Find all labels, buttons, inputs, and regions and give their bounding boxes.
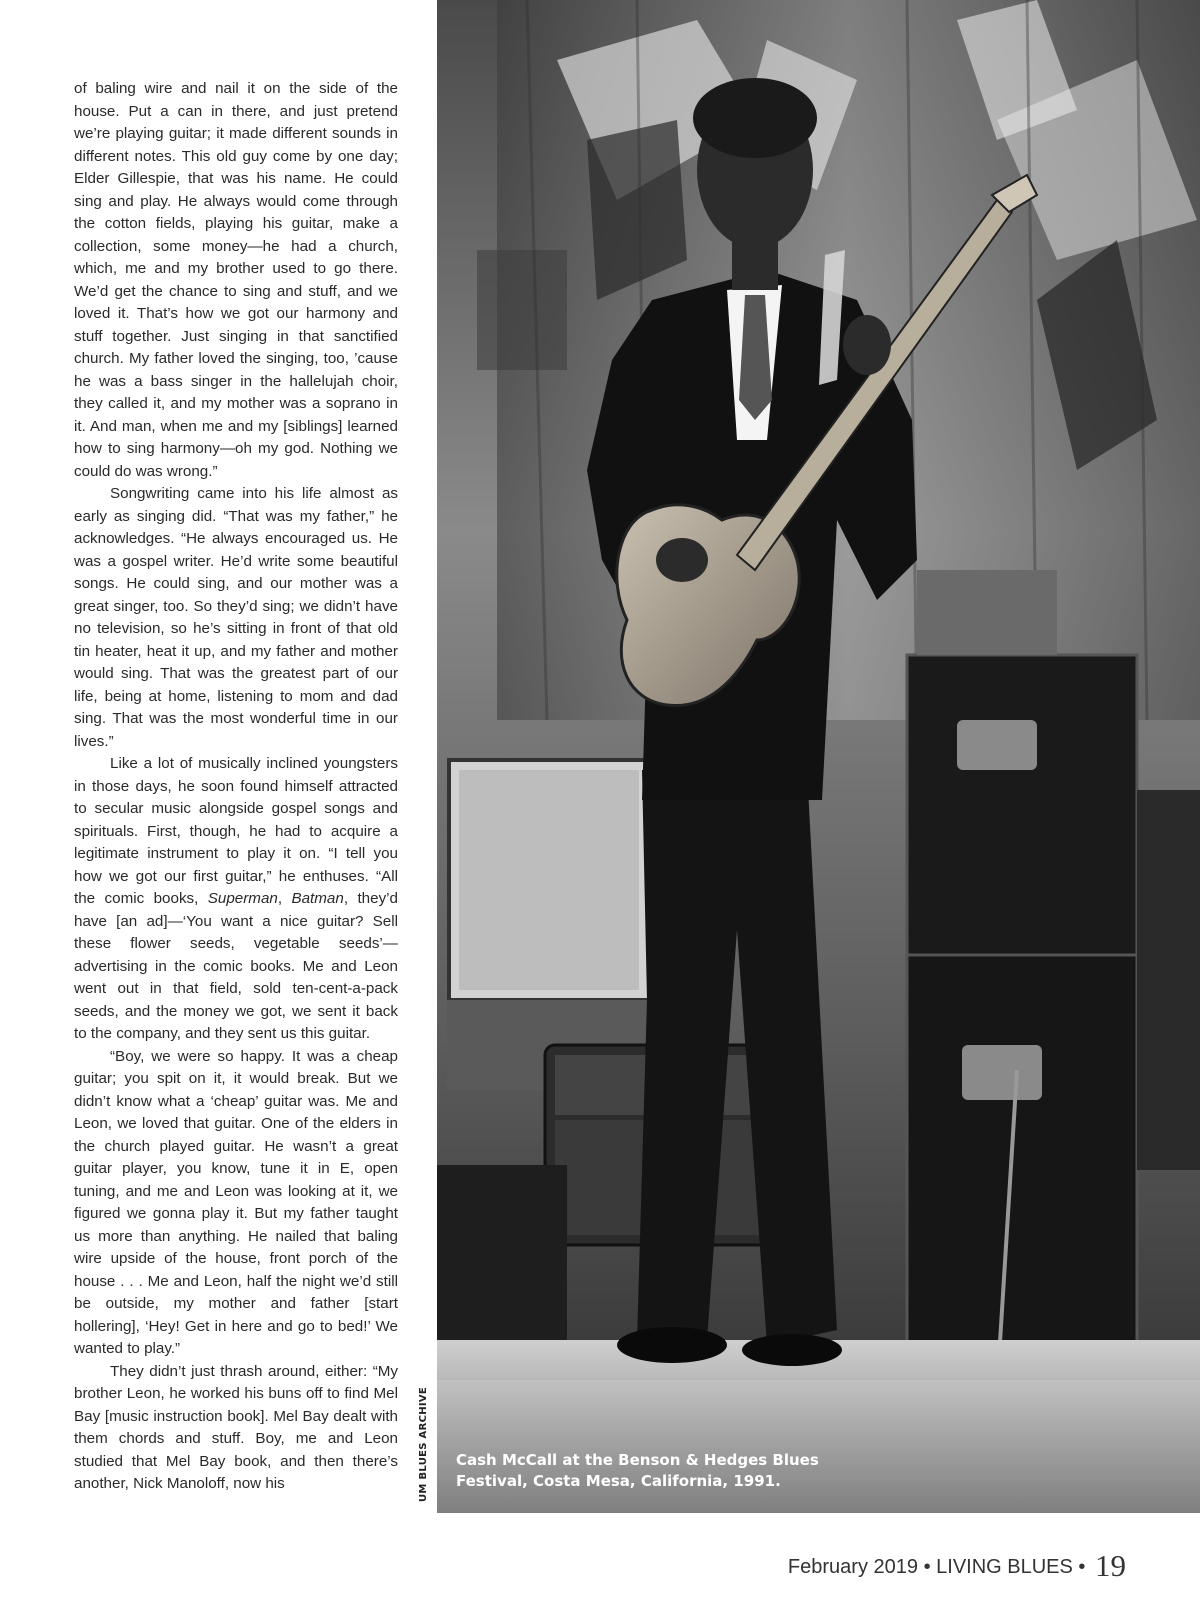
concert-photo-image — [437, 0, 1200, 1513]
paragraph-text: , they’d have [an ad]—‘You want a nice guitar? Sell these flower seeds, vegetable seeds’—advertising in the comic books. Me and Leon went out in that field, sold ten-cent-a-pack seeds, and the money we got, we sent it back to the company, and they sent us this guitar. — [74, 890, 398, 1042]
photo-caption-line-1: Cash McCall at the Benson & Hedges Blues — [456, 1451, 819, 1469]
paragraph-text: “Boy, we were so happy. It was a cheap guitar; you spit on it, it would break. But we didn’t know what a ‘cheap’ guitar was. Me and Leon, we loved that guitar. One of the elders in the church played guitar. He wasn’t a great guitar player, you know, tune it in E, open tuning, and me and Leon was looking at it, we figured we gonna play it. But my father taught us more than anything. He nailed that baling wire upside of the house, front porch of the house . . . Me and Leon, half the night we’d still be outside, my mother and father [start hollering], ‘Hey! Get in here and go to bed!’ We wanted to play.” — [74, 1047, 398, 1357]
concert-photo — [437, 0, 1200, 1513]
paragraph-text: , — [277, 890, 292, 907]
article-paragraph — [74, 1361, 398, 1496]
italic-title: Superman — [207, 890, 278, 907]
paragraph-text: They didn’t just thrash around, either: “My brother Leon, he worked his buns off to find Mel Bay [music instruction book]. Mel Bay dealt with them chords and stuff. Boy, me and Leon studied that Mel Bay book, and then there’s another, Nick Manoloff, now his — [74, 1362, 398, 1492]
paragraph-text: Like a lot of musically inclined youngsters in those days, he soon found himself attracted to secular music alongside gospel songs and spirituals. First, though, he had to acquire a legitimate instrument to play it on. “I tell you how we got our first guitar,” he enthuses. “All the comic books, — [74, 755, 398, 907]
page-footer — [788, 1548, 1126, 1584]
photo-caption-line-2: Festival, Costa Mesa, California, 1991. — [456, 1472, 781, 1490]
footer-separator: • — [1078, 1556, 1086, 1578]
photo-credit: UM BLUES ARCHIVE — [418, 1386, 429, 1502]
paragraph-text: Songwriting came into his life almost as early as singing did. “That was my father,” he acknowledges. “He always encouraged us. He was a gospel writer. He’d write some beautiful songs. He could sing, and our mother was a great singer, too. So they’d sing; we didn’t have no television, so he’s sitting in front of that old tin heater, heat it up, and my father and mother would sing. That was the greatest part of our life, being at home, listening to mom and dad sing. That was the most wonderful time in our lives.” — [74, 485, 398, 750]
paragraph-text: of baling wire and nail it on the side of the house. Put a can in there, and just pretend we’re playing guitar; it made different sounds in different notes. This old guy come by one day; Elder Gillespie, that was his name. He could sing and play. He always would come through the cotton fields, playing his guitar, make a collection, some money—he had a church, which, me and my brother used to go there. We’d get the chance to sing and stuff, and we loved it. That’s how we got our harmony and stuff together. Just singing in that sanctified church. My father loved the singing, too, ’cause he was a bass singer in the hallelujah choir, they called it, and my mother was a soprano in it. And man, when me and my [siblings] learned how to sing harmony—oh my god. Nothing we could do was wrong.” — [74, 80, 398, 480]
magazine-name: LIVING BLUES — [936, 1556, 1073, 1578]
issue-date: February 2019 — [787, 1556, 918, 1578]
photo-caption — [456, 1450, 876, 1492]
article-column — [74, 78, 398, 1496]
article-paragraph — [74, 753, 398, 1046]
article-paragraph — [74, 1046, 398, 1361]
page-number: 19 — [1095, 1548, 1126, 1583]
footer-separator: • — [923, 1556, 931, 1578]
italic-title: Batman — [291, 890, 344, 907]
article-paragraph — [74, 483, 398, 753]
article-paragraph — [74, 78, 398, 483]
